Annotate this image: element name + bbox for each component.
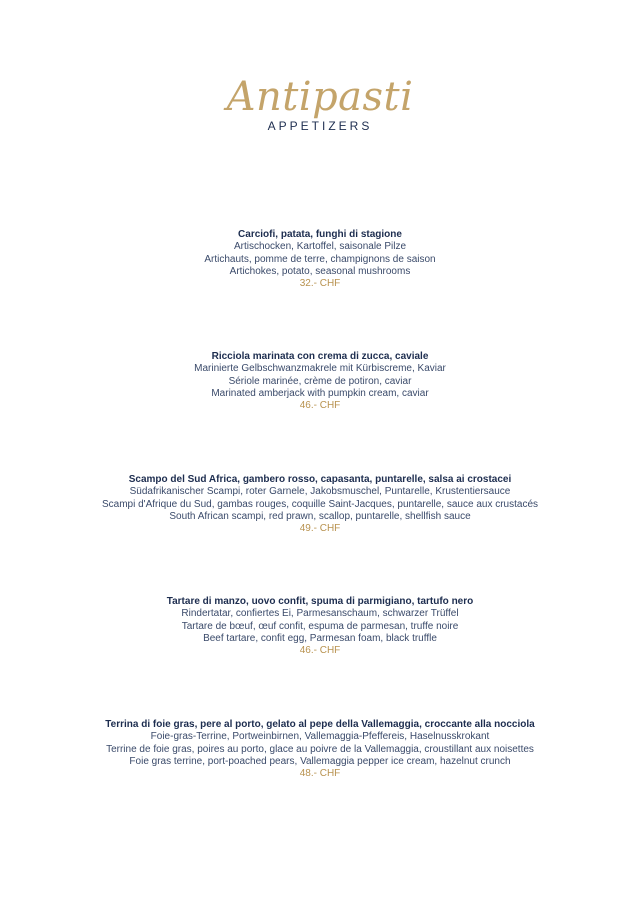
dish-item [0,596,640,657]
dish-name-english: Artichokes, potato, seasonal mushrooms [229,265,411,277]
dish-price: 48.- CHF [299,768,341,780]
dish-price: 46.- CHF [299,400,341,412]
section-subtitle: APPETIZERS [267,119,373,133]
dish-name-french: Scampi d'Afrique du Sud, gambas rouges, coquille Saint-Jacques, puntarelle, sauce aux crustacés [101,498,539,510]
dish-name-english: South African scampi, red prawn, scallop, puntarelle, shellfish sauce [169,510,471,522]
dish-price: 32.- CHF [299,278,341,290]
dish-name-english: Beef tartare, confit egg, Parmesan foam, black truffle [203,632,437,644]
dish-name-german: Foie-gras-Terrine, Portweinbirnen, Vallemaggia-Pfeffereis, Haselnusskrokant [150,731,490,743]
dish-name-italian: Tartare di manzo, uovo confit, spuma di parmigiano, tartufo nero [166,596,474,607]
dish-name-italian: Ricciola marinata con crema di zucca, caviale [211,351,429,362]
dish-name-german: Rindertatar, confiertes Ei, Parmesanschaum, schwarzer Trüffel [181,608,459,620]
dish-price: 46.- CHF [299,645,341,657]
dish-price: 49.- CHF [299,523,341,535]
dish-name-french: Sériole marinée, crème de potiron, caviar [228,375,412,387]
section-script-title: Antipasti [226,74,414,120]
dish-name-german: Artischocken, Kartoffel, saisonale Pilze [233,241,407,253]
dish-item [0,229,640,290]
dish-name-italian: Terrina di foie gras, pere al porto, gelato al pepe della Vallemaggia, croccante alla nocciola [105,719,535,730]
dish-item [0,474,640,535]
dish-name-french: Terrine de foie gras, poires au porto, glace au poivre de la Vallemaggia, croustillant aux noisettes [106,743,534,755]
dish-item [0,719,640,780]
dish-name-french: Tartare de bœuf, œuf confit, espuma de parmesan, truffe noire [181,620,459,632]
dish-name-italian: Scampo del Sud Africa, gambero rosso, capasanta, puntarelle, salsa ai crostacei [128,474,512,485]
dish-name-german: Südafrikanischer Scampi, roter Garnele, Jakobsmuschel, Puntarelle, Krustentiersauce [129,486,511,498]
menu-header [0,76,640,134]
dish-name-english: Foie gras terrine, port-poached pears, Vallemaggia pepper ice cream, hazelnut crunch [129,755,511,767]
dish-name-italian: Carciofi, patata, funghi di stagione [238,229,402,240]
dish-item [0,351,640,412]
dish-name-german: Marinierte Gelbschwanzmakrele mit Kürbiscreme, Kaviar [194,363,446,375]
dish-name-french: Artichauts, pomme de terre, champignons de saison [204,253,436,265]
dish-name-english: Marinated amberjack with pumpkin cream, caviar [211,387,429,399]
